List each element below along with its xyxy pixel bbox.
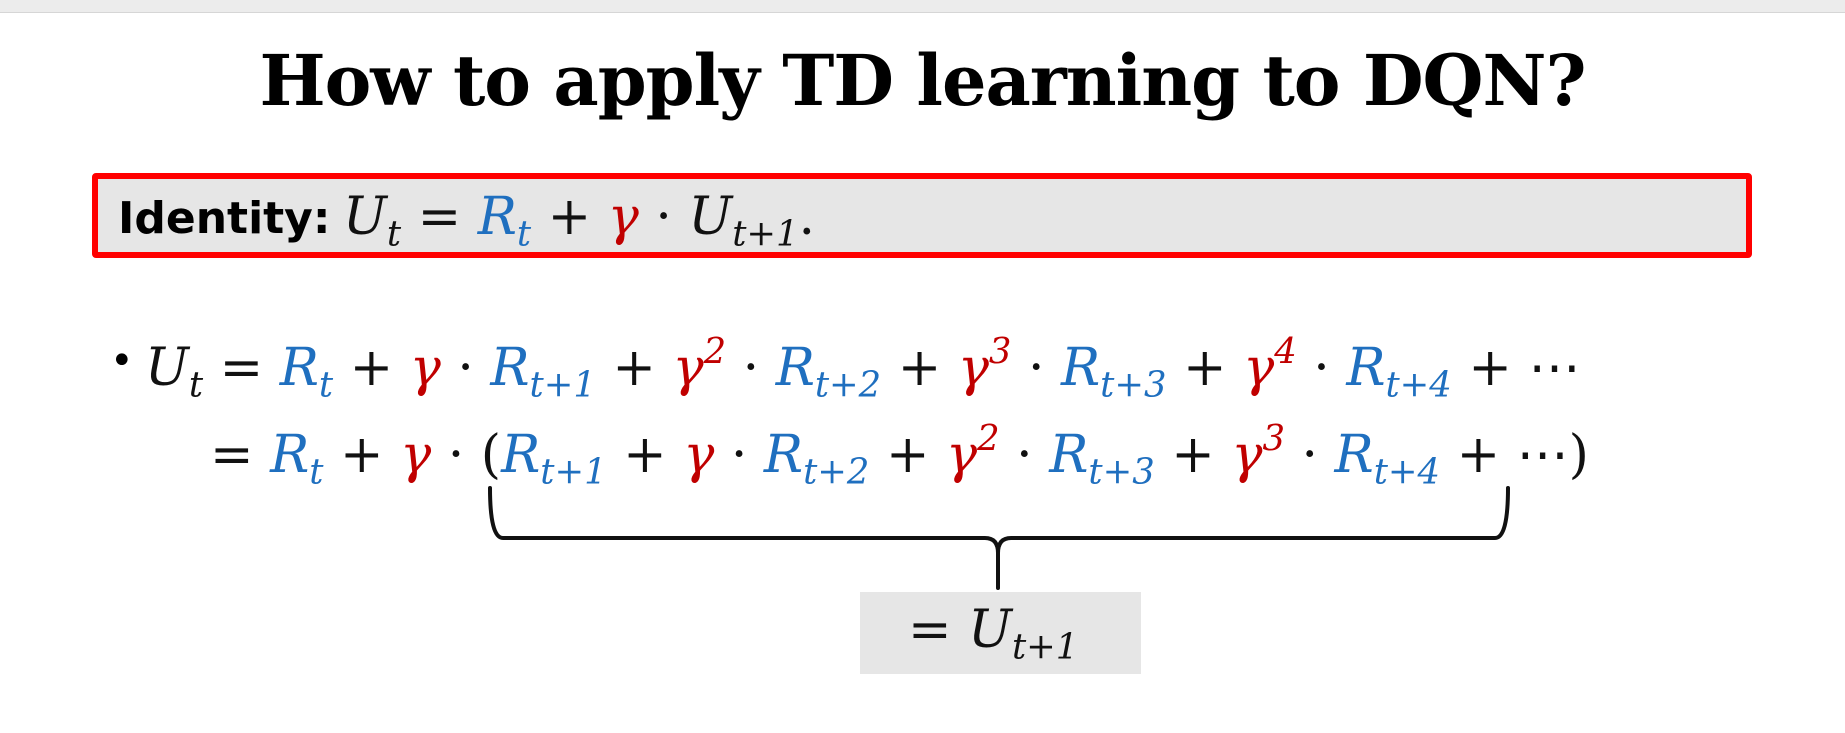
slide-title: How to apply TD learning to DQN? (259, 39, 1586, 122)
bullet-marker: • (110, 338, 134, 384)
identity-label: Identity: (118, 193, 331, 244)
expansion-line-2: = $R_t + \gamma \cdot (R_{t+1} + \gamma \cdot R_{t+2} + \gamma^2 \cdot R_{t+3} + \gamma^3 \cdot R_{t+4}$ + ⋯) (210, 418, 1589, 493)
identity-formula: $U_t = R_t + \gamma \cdot U_{t+1}$. (343, 187, 816, 255)
expansion-line-1: $U_t = R_t + \gamma \cdot R_{t+1} + \gamma^2 \cdot R_{t+2} + \gamma^3 \cdot R_{t+3} + \gamma^4 \cdot R_{t+4}$ + ⋯ (145, 331, 1581, 406)
result-box (860, 592, 1141, 674)
result-formula: = $U_{t+1}$ (908, 600, 1079, 668)
